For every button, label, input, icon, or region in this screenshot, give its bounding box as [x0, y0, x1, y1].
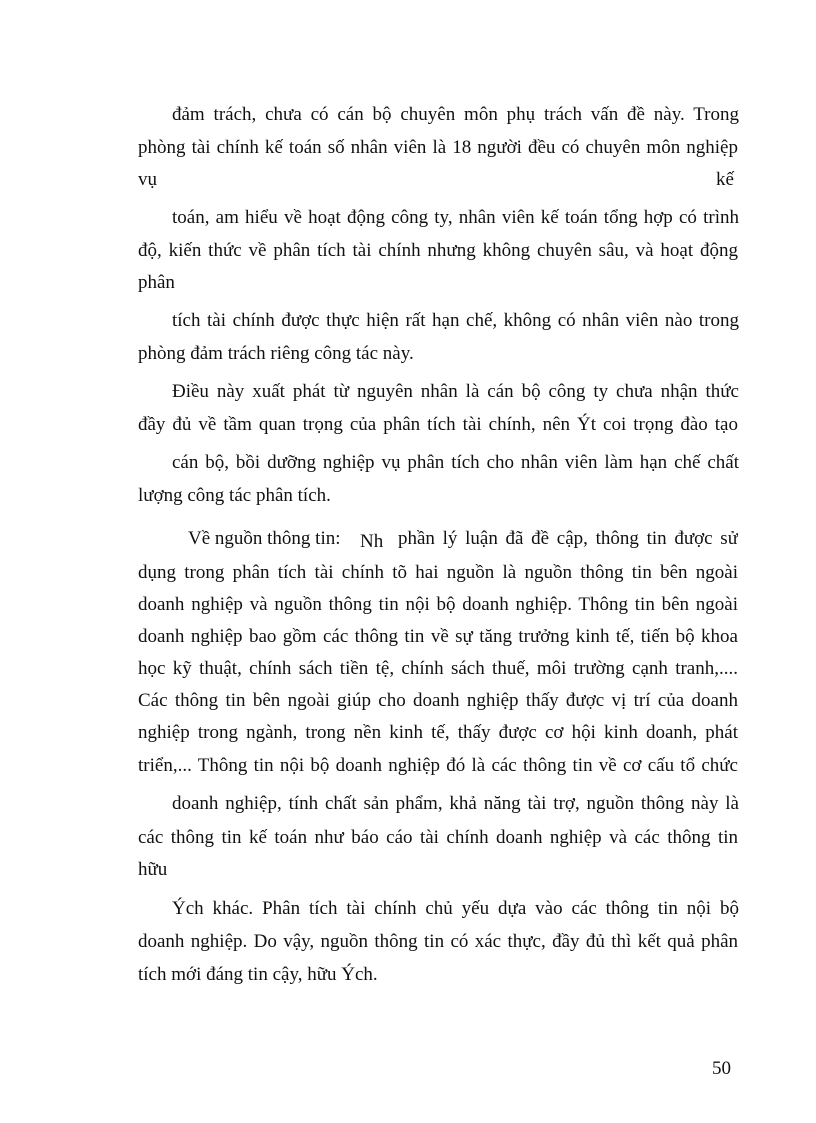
text-line: độ, kiến thức về phân tích tài chính nhưng không chuyên sâu, và hoạt động	[138, 240, 738, 261]
text-line: dụng trong phân tích tài chính tõ hai nguồn là nguồn thông tin bên ngoài	[138, 562, 738, 583]
text-line: triển,... Thông tin nội bộ doanh nghiệp đó là các thông tin về cơ cấu tổ chức	[138, 755, 738, 776]
text-line: doanh nghiệp, tính chất sản phẩm, khả năng tài trợ, nguồn thông này là	[172, 793, 739, 814]
text-line: hữu	[138, 859, 168, 880]
text-line: lượng công tác phân tích.	[138, 485, 331, 506]
text-line: doanh nghiệp và nguồn thông tin nội bộ doanh nghiệp. Thông tin bên ngoài	[138, 594, 738, 615]
text-line: vụ	[138, 169, 157, 190]
text-line: các thông tin kế toán như báo cáo tài chính doanh nghiệp và các thông tin	[138, 827, 738, 848]
text-line: doanh nghiệp. Do vậy, nguồn thông tin có xác thực, đầy đủ thì kết quả phân	[138, 931, 738, 952]
text-line: tích tài chính được thực hiện rất hạn chế, không có nhân viên nào trong	[172, 310, 739, 331]
text-line: phân	[138, 272, 175, 293]
text-line: phòng đảm trách riêng công tác này.	[138, 343, 414, 364]
text-line: phòng tài chính kế toán số nhân viên là 18 người đều có chuyên môn nghiệp	[138, 137, 738, 158]
text-line: cán bộ, bồi dưỡng nghiệp vụ phân tích cho nhân viên làm hạn chế chất	[172, 452, 739, 473]
text-line: phần lý luận đã đề cập, thông tin được sử	[398, 528, 738, 549]
text-line: Nh	[360, 531, 384, 552]
text-line: nghiệp trong ngành, trong nền kinh tế, thấy được cơ hội kinh doanh, phát	[138, 722, 738, 743]
text-line: đầy đủ về tầm quan trọng của phân tích tài chính, nên Ýt coi trọng đào tạo	[138, 414, 738, 435]
text-line: doanh nghiệp bao gồm các thông tin về sự tăng trưởng kinh tế, tiến bộ khoa	[138, 626, 738, 647]
text-line: Điều này xuất phát từ nguyên nhân là cán bộ công ty chưa nhận thức	[172, 381, 739, 402]
text-line: Về nguồn thông tin:	[188, 528, 341, 549]
text-line: học kỹ thuật, chính sách tiền tệ, chính sách thuế, môi trường cạnh tranh,....	[138, 658, 738, 679]
page-number: 50	[712, 1058, 731, 1079]
text-line: Ých khác. Phân tích tài chính chủ yếu dựa vào các thông tin nội bộ	[172, 898, 739, 919]
text-line: kế	[716, 169, 734, 190]
text-line: toán, am hiểu về hoạt động công ty, nhân viên kế toán tổng hợp có trình	[172, 207, 739, 228]
text-line: Các thông tin bên ngoài giúp cho doanh nghiệp thấy được vị trí của doanh	[138, 690, 738, 711]
text-line: đảm trách, chưa có cán bộ chuyên môn phụ trách vấn đề này. Trong	[172, 104, 739, 125]
text-line: tích mới đáng tin cậy, hữu Ých.	[138, 964, 378, 985]
